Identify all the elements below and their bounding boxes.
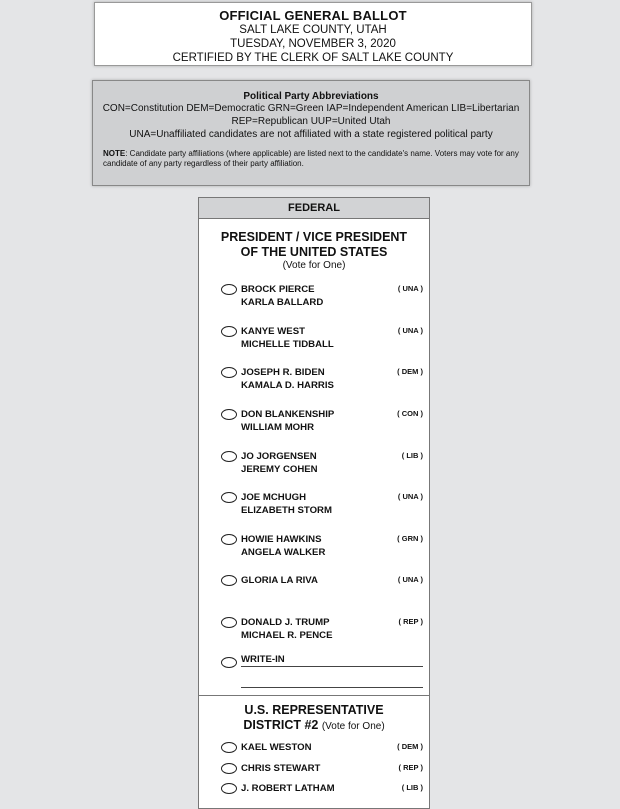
race-divider — [199, 695, 429, 696]
running-mate-name: ANGELA WALKER — [241, 547, 326, 558]
running-mate-name: MICHAEL R. PENCE — [241, 630, 333, 641]
candidate-name: KAEL WESTON — [241, 742, 312, 753]
candidate-name: DON BLANKENSHIP — [241, 409, 335, 420]
party-label: ( GRN ) — [397, 534, 423, 543]
vote-for-one: (Vote for One) — [282, 260, 346, 271]
race-title-line-2: DISTRICT #2 — [243, 718, 319, 732]
vote-oval[interactable] — [221, 783, 237, 794]
party-label: ( LIB ) — [401, 783, 423, 792]
ballot-header — [94, 2, 532, 66]
running-mate-name: WILLIAM MOHR — [241, 422, 315, 433]
party-label: ( LIB ) — [401, 451, 423, 460]
candidate-name: JO JORGENSEN — [241, 451, 317, 462]
vote-oval[interactable] — [221, 575, 237, 586]
party-label: ( REP ) — [398, 617, 423, 626]
candidate-names — [241, 762, 320, 775]
vote-for-one: (Vote for One) — [321, 721, 385, 732]
vote-oval[interactable] — [221, 617, 237, 628]
party-label: ( DEM ) — [397, 367, 423, 376]
candidate-names — [241, 533, 325, 559]
ballot-column — [198, 197, 430, 809]
candidate-name: JOE MCHUGH — [241, 492, 307, 503]
candidate-names — [241, 408, 334, 434]
county-line: SALT LAKE COUNTY, UTAH — [239, 24, 387, 36]
write-in-row[interactable] — [199, 654, 429, 694]
vote-oval[interactable] — [221, 409, 237, 420]
candidate-name: GLORIA LA RIVA — [241, 575, 318, 586]
race-title-line-2-wrap — [199, 718, 429, 734]
write-in-line[interactable] — [241, 687, 423, 688]
ballot-note — [103, 149, 519, 169]
party-label: ( UNA ) — [397, 492, 423, 501]
election-date: TUESDAY, NOVEMBER 3, 2020 — [230, 38, 396, 50]
candidate-names — [241, 366, 334, 392]
running-mate-name: ELIZABETH STORM — [241, 505, 332, 516]
vote-oval[interactable] — [221, 284, 237, 295]
party-abbreviations-box — [92, 80, 530, 186]
vote-oval[interactable] — [221, 534, 237, 545]
running-mate-name: MICHELLE TIDBALL — [241, 339, 334, 350]
candidate-name: JOSEPH R. BIDEN — [241, 367, 325, 378]
candidate-name: DONALD J. TRUMP — [241, 617, 330, 628]
certification-line: CERTIFIED BY THE CLERK OF SALT LAKE COUNTY — [172, 52, 454, 64]
section-federal: FEDERAL — [199, 198, 429, 219]
race-title-line-2: OF THE UNITED STATES — [240, 245, 388, 259]
vote-oval[interactable] — [221, 492, 237, 503]
running-mate-name: JEREMY COHEN — [241, 464, 318, 475]
candidate-names — [241, 450, 318, 476]
candidate-names — [241, 491, 332, 517]
race-representative-title — [199, 703, 429, 734]
candidate-name: J. ROBERT LATHAM — [241, 783, 335, 794]
note-label: NOTE — [103, 149, 126, 158]
write-in-line[interactable] — [241, 666, 423, 667]
candidate-names — [241, 616, 333, 642]
vote-oval[interactable] — [221, 742, 237, 753]
party-label: ( DEM ) — [397, 742, 423, 751]
vote-oval[interactable] — [221, 763, 237, 774]
party-label: ( CON ) — [397, 409, 423, 418]
abbreviations-title: Political Party Abbreviations — [243, 91, 379, 102]
candidate-name: BROCK PIERCE — [241, 284, 315, 295]
vote-oval[interactable] — [221, 657, 237, 668]
candidate-names — [241, 325, 334, 351]
candidate-name: KANYE WEST — [241, 326, 305, 337]
running-mate-name: KAMALA D. HARRIS — [241, 380, 334, 391]
candidate-name: CHRIS STEWART — [241, 763, 321, 774]
party-label: ( UNA ) — [397, 284, 423, 293]
race-president-title — [199, 230, 429, 260]
race-title-line-1: U.S. REPRESENTATIVE — [244, 703, 384, 717]
abbreviations-line-2: REP=Republican UUP=United Utah — [231, 116, 391, 127]
party-label: ( UNA ) — [397, 575, 423, 584]
candidate-name: HOWIE HAWKINS — [241, 534, 322, 545]
abbreviations-line-3: UNA=Unaffiliated candidates are not affiliated with a state registered political party — [129, 129, 493, 140]
party-label: ( REP ) — [398, 763, 423, 772]
candidate-names — [241, 574, 318, 587]
candidate-names — [241, 741, 312, 754]
note-text: : Candidate party affiliations (where applicable) are listed next to the candidate's name. Voters may vote for any candidate of any party regardless of their party affiliation. — [103, 149, 519, 168]
candidate-names — [241, 782, 335, 795]
abbreviations-line-1: CON=Constitution DEM=Democratic GRN=Green IAP=Independent American LIB=Libertarian — [102, 103, 520, 114]
write-in-label: WRITE-IN — [241, 654, 285, 665]
vote-oval[interactable] — [221, 451, 237, 462]
candidate-names — [241, 283, 323, 309]
party-label: ( UNA ) — [397, 326, 423, 335]
vote-oval[interactable] — [221, 367, 237, 378]
race-title-line-1: PRESIDENT / VICE PRESIDENT — [220, 230, 408, 244]
ballot-title: OFFICIAL GENERAL BALLOT — [219, 8, 407, 23]
running-mate-name: KARLA BALLARD — [241, 297, 324, 308]
vote-oval[interactable] — [221, 326, 237, 337]
